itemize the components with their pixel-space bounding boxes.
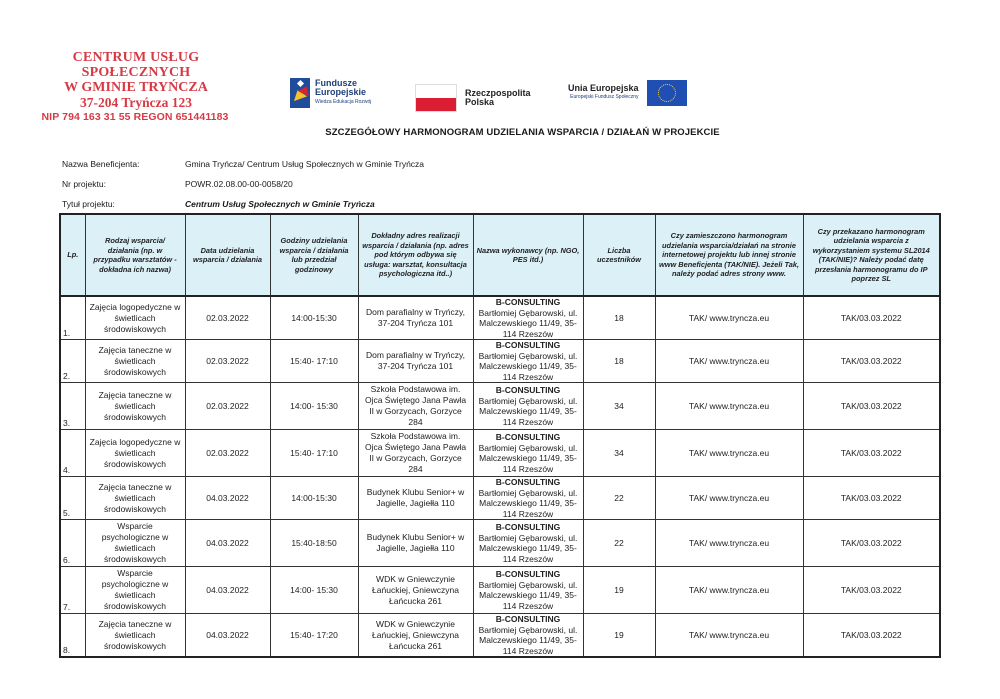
table-row [60, 296, 940, 340]
cell-hours: 14:00-15:30 [270, 477, 358, 520]
stamp-line-4: NIP 794 163 31 55 REGON 651441183 [41, 111, 229, 123]
cell-sl2014: TAK/03.03.2022 [803, 430, 940, 477]
cell-hours: 14:00- 15:30 [270, 383, 358, 430]
cell-sl2014: TAK/03.03.2022 [803, 340, 940, 383]
contractor-name: B-CONSULTING [495, 340, 561, 350]
header-hours: Godziny udzielania wsparcia / działania lub przedział godzinowy [270, 214, 358, 296]
cell-contractor [473, 567, 583, 614]
table-row [60, 520, 940, 567]
cell-participants: 18 [583, 296, 655, 340]
cell-sl2014: TAK/03.03.2022 [803, 614, 940, 658]
meta-value: Centrum Usług Społecznych w Gminie Tryńcza [185, 199, 375, 209]
header-lp: Lp. [60, 214, 85, 296]
cell-participants: 18 [583, 340, 655, 383]
cell-support-type: Zajęcia taneczne w świetlicach środowiskowych [85, 340, 185, 383]
contractor-detail: Bartłomiej Gębarowski, ul. Malczewskiego 11/49, 35-114 Rzeszów [478, 532, 578, 564]
contractor-detail: Bartłomiej Gębarowski, ul. Malczewskiego 11/49, 35-114 Rzeszów [478, 395, 578, 427]
stamp-line-1: CENTRUM USŁUG SPOŁECZNYCH [72, 50, 200, 80]
header-website: Czy zamieszczono harmonogram udzielania wsparcia/działań na stronie internetowej projektu lub innej stronie www Beneficjenta (TAK/NIE). Jeżeli Tak, należy podać adres strony www. [655, 214, 803, 296]
cell-sl2014: TAK/03.03.2022 [803, 567, 940, 614]
contractor-name: B-CONSULTING [495, 297, 561, 307]
contractor-name: B-CONSULTING [495, 385, 561, 395]
cell-contractor [473, 296, 583, 340]
cell-lp: 6. [60, 520, 85, 567]
schedule-table [59, 213, 941, 658]
cell-address: Szkoła Podstawowa im. Ojca Świętego Jana Pawła II w Gorzycach, Gorzyce 284 [358, 430, 473, 477]
contractor-name: B-CONSULTING [495, 432, 561, 442]
meta-beneficiary [62, 154, 424, 174]
cell-address: Budynek Klubu Senior+ w Jagielle, Jagiełła 110 [358, 520, 473, 567]
fe-name-2: Europejskie [315, 87, 367, 97]
cell-hours: 14:00-15:30 [270, 296, 358, 340]
cell-participants: 19 [583, 614, 655, 658]
header-sl2014: Czy przekazano harmonogram udzielania wsparcia z wykorzystaniem systemu SL2014 (TAK/NIE)? Należy podać datę przesłania harmonogramu do IP poprzez SL [803, 214, 940, 296]
fe-program: Wiedza Edukacja Rozwój [315, 99, 372, 105]
contractor-name: B-CONSULTING [495, 477, 561, 487]
cell-contractor [473, 477, 583, 520]
table-row [60, 567, 940, 614]
cell-participants: 22 [583, 520, 655, 567]
cell-participants: 19 [583, 567, 655, 614]
cell-date: 02.03.2022 [185, 340, 270, 383]
cell-support-type: Zajęcia logopedyczne w świetlicach środowiskowych [85, 430, 185, 477]
cell-address: WDK w Gniewczynie Łańuckiej, Gniewczyna Łańcucka 261 [358, 567, 473, 614]
cell-date: 04.03.2022 [185, 477, 270, 520]
table-row [60, 614, 940, 658]
cell-contractor [473, 430, 583, 477]
cell-address: Budynek Klubu Senior+ w Jagielle, Jagiełła 110 [358, 477, 473, 520]
cell-website: TAK/ www.tryncza.eu [655, 296, 803, 340]
cell-sl2014: TAK/03.03.2022 [803, 520, 940, 567]
cell-date: 02.03.2022 [185, 383, 270, 430]
contractor-name: B-CONSULTING [495, 614, 561, 624]
cell-participants: 34 [583, 383, 655, 430]
cell-contractor [473, 383, 583, 430]
stamp-line-3: 37-204 Tryńcza 123 [80, 95, 192, 110]
table-row [60, 430, 940, 477]
cell-support-type: Zajęcia taneczne w świetlicach środowiskowych [85, 383, 185, 430]
eu-flag-icon [647, 80, 687, 106]
contractor-name: B-CONSULTING [495, 522, 561, 532]
cell-lp: 4. [60, 430, 85, 477]
cell-sl2014: TAK/03.03.2022 [803, 296, 940, 340]
header-support-type: Rodzaj wsparcia/ działania (np. w przypadku warsztatów - dokładna ich nazwa) [85, 214, 185, 296]
ue-line-2: Europejski Fundusz Społeczny [570, 94, 639, 100]
meta-label: Nazwa Beneficjenta: [62, 159, 140, 169]
cell-lp: 5. [60, 477, 85, 520]
contractor-detail: Bartłomiej Gębarowski, ul. Malczewskiego 11/49, 35-114 Rzeszów [478, 442, 578, 474]
cell-hours: 14:00- 15:30 [270, 567, 358, 614]
contractor-detail: Bartłomiej Gębarowski, ul. Malczewskiego 11/49, 35-114 Rzeszów [478, 350, 578, 382]
fe-emblem-icon [290, 78, 310, 108]
cell-sl2014: TAK/03.03.2022 [803, 477, 940, 520]
header-address: Dokładny adres realizacji wsparcia / działania (np. adres pod którym odbywa się usługa: warsztat, konsultacja psychologiczna itd..) [358, 214, 473, 296]
cell-lp: 7. [60, 567, 85, 614]
cell-website: TAK/ www.tryncza.eu [655, 340, 803, 383]
table-row [60, 340, 940, 383]
rzeczpospolita-polska-logo [415, 84, 531, 112]
cell-address: Dom parafialny w Tryńczy, 37-204 Tryńcza 101 [358, 340, 473, 383]
cell-hours: 15:40- 17:20 [270, 614, 358, 658]
cell-date: 02.03.2022 [185, 430, 270, 477]
cell-support-type: Zajęcia taneczne w świetlicach środowiskowych [85, 614, 185, 658]
table-header-row [60, 214, 940, 296]
cell-lp: 2. [60, 340, 85, 383]
header-participants: Liczba uczestników [583, 214, 655, 296]
fe-name-1: Fundusze [315, 78, 357, 88]
contractor-detail: Bartłomiej Gębarowski, ul. Malczewskiego 11/49, 35-114 Rzeszów [478, 487, 578, 519]
cell-support-type: Wsparcie psychologiczne w świetlicach środowiskowych [85, 567, 185, 614]
cell-date: 02.03.2022 [185, 296, 270, 340]
meta-value: Gmina Tryńcza/ Centrum Usług Społecznych w Gminie Tryńcza [185, 159, 425, 169]
cell-lp: 8. [60, 614, 85, 658]
logo-strip [290, 76, 710, 112]
header-date: Data udzielania wsparcia / działania [185, 214, 270, 296]
cell-support-type: Zajęcia logopedyczne w świetlicach środowiskowych [85, 296, 185, 340]
contractor-detail: Bartłomiej Gębarowski, ul. Malczewskiego 11/49, 35-114 Rzeszów [478, 579, 578, 611]
cell-date: 04.03.2022 [185, 520, 270, 567]
unia-europejska-logo [568, 80, 687, 106]
cell-hours: 15:40- 17:10 [270, 430, 358, 477]
contractor-detail: Bartłomiej Gębarowski, ul. Malczewskiego 11/49, 35-114 Rzeszów [478, 624, 578, 656]
cell-website: TAK/ www.tryncza.eu [655, 567, 803, 614]
cell-address: Szkoła Podstawowa im. Ojca Świętego Jana Pawła II w Gorzycach, Gorzyce 284 [358, 383, 473, 430]
cell-support-type: Wsparcie psychologiczne w świetlicach środowiskowych [85, 520, 185, 567]
contractor-name: B-CONSULTING [495, 569, 561, 579]
cell-website: TAK/ www.tryncza.eu [655, 614, 803, 658]
cell-hours: 15:40- 17:10 [270, 340, 358, 383]
cell-support-type: Zajęcia taneczne w świetlicach środowiskowych [85, 477, 185, 520]
cell-contractor [473, 520, 583, 567]
cell-website: TAK/ www.tryncza.eu [655, 520, 803, 567]
rp-line-2: Polska [465, 97, 495, 107]
cell-lp: 1. [60, 296, 85, 340]
meta-label: Tytuł projektu: [62, 199, 115, 209]
meta-project-number [62, 174, 424, 194]
cell-website: TAK/ www.tryncza.eu [655, 477, 803, 520]
cell-website: TAK/ www.tryncza.eu [655, 430, 803, 477]
rp-line-1: Rzeczpospolita [465, 88, 531, 98]
document-title: SZCZEGÓŁOWY HARMONOGRAM UDZIELANIA WSPARCIA / DZIAŁAŃ W PROJEKCIE [325, 127, 720, 138]
cell-participants: 34 [583, 430, 655, 477]
cell-participants: 22 [583, 477, 655, 520]
cell-address: WDK w Gniewczynie Łańuckiej, Gniewczyna Łańcucka 261 [358, 614, 473, 658]
cell-date: 04.03.2022 [185, 567, 270, 614]
cell-hours: 15:40-18:50 [270, 520, 358, 567]
table-row [60, 477, 940, 520]
cell-sl2014: TAK/03.03.2022 [803, 383, 940, 430]
fundusze-europejskie-logo [290, 78, 371, 108]
header-contractor: Nazwa wykonawcy (np. NGO, PES itd.) [473, 214, 583, 296]
meta-project-title [62, 194, 424, 214]
table-row [60, 383, 940, 430]
meta-label: Nr projektu: [62, 179, 106, 189]
cell-website: TAK/ www.tryncza.eu [655, 383, 803, 430]
cell-address: Dom parafialny w Tryńczy, 37-204 Tryńcza 101 [358, 296, 473, 340]
institution-stamp [36, 50, 236, 125]
cell-lp: 3. [60, 383, 85, 430]
cell-contractor [473, 340, 583, 383]
ue-line-1: Unia Europejska [568, 83, 639, 93]
cell-date: 04.03.2022 [185, 614, 270, 658]
cell-contractor [473, 614, 583, 658]
stamp-line-2: W GMINIE TRYŃCZA [64, 80, 208, 95]
contractor-detail: Bartłomiej Gębarowski, ul. Malczewskiego 11/49, 35-114 Rzeszów [478, 307, 578, 339]
polish-flag-icon [415, 84, 457, 112]
meta-value: POWR.02.08.00-00-0058/20 [185, 179, 293, 189]
project-metadata [62, 154, 424, 214]
